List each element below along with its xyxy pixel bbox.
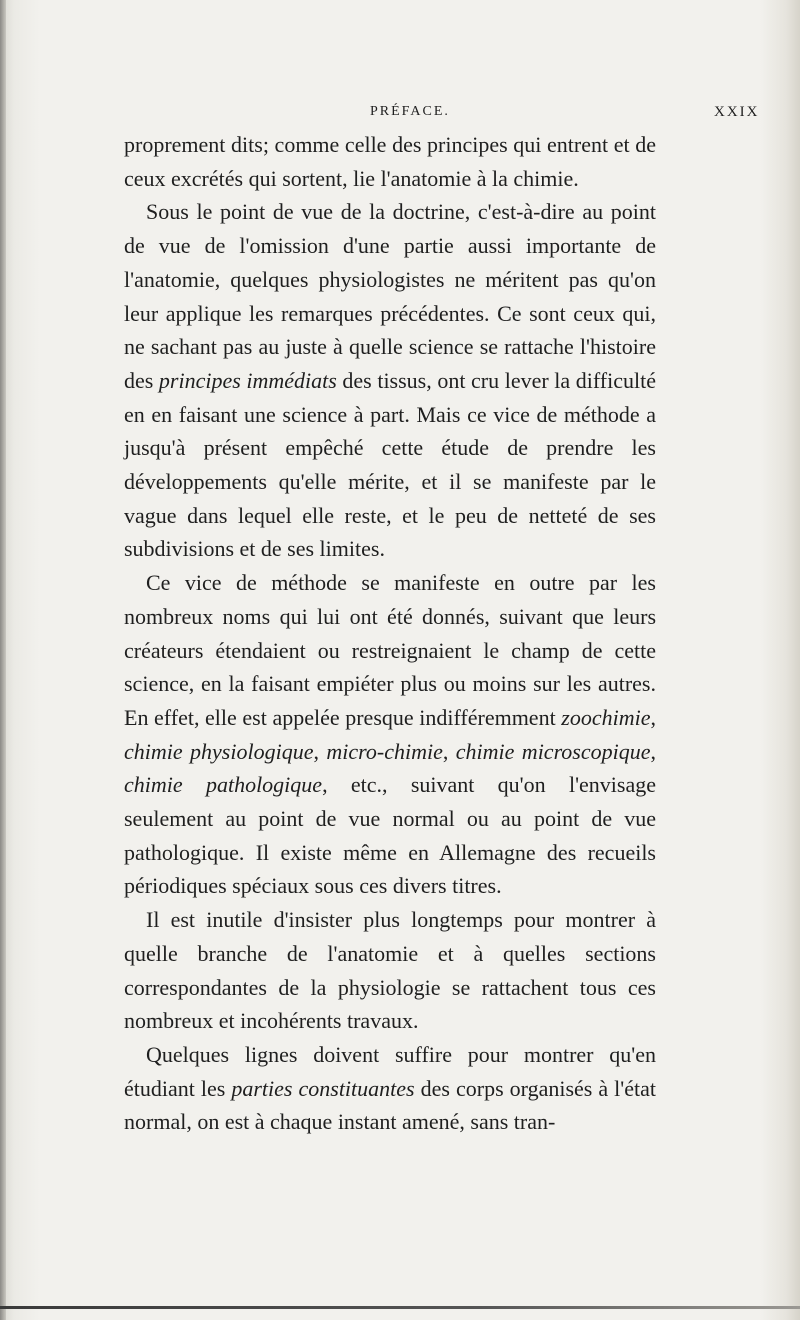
text-run: Ce vice de méthode se manifeste en outre par les nombreux noms qui lui ont été donnés, suivant que leurs créateurs étendaient ou restreignaient le champ de cette science, en la faisant empiéter plus ou moins sur les autres. En effet, elle est appelée presque indifféremment [124,570,656,730]
paragraph [124,1038,656,1139]
paragraph [124,128,656,195]
italic-term: zoochimie [561,704,651,730]
text-run: , [313,738,327,764]
text-run: Sous le point de vue de la doctrine, c'est-à-dire au point de vue de l'omission d'une partie aussi importante de l'anatomie, quelques physiologistes ne méritent pas qu'on leur applique les remarques précédentes. Ce sont ceux qui, ne sachant pas au juste à quelle science se rattache l'histoire des [124,199,656,393]
text-run: Quelques lignes doivent suffire pour montrer qu'en étudiant les [124,1041,656,1101]
italic-term: micro-chimie [326,738,443,764]
italic-term: parties constituantes [231,1075,415,1101]
page-number: XXIX [714,104,760,120]
italic-term: principes immédiats [158,367,337,393]
text-run: Il est inutile d'insister plus longtemps pour montrer à quelle branche de l'anatomie et à quelles sections correspondantes de la physiologie se rattachent tous ces nombreux et incohérents travaux. [124,907,656,1034]
text-run: des corps organisés à l'état normal, on est à chaque instant amené, sans tran- [124,1075,656,1135]
text-run: , [650,704,656,730]
text-run: des tissus, ont cru lever la difficulté en en faisant une science à part. Mais ce vice de méthode a jusqu'à présent empêché cette étude de prendre les développements qu'elle mérite, et il se manifeste par le vague dans lequel elle reste, et le peu de netteté de ses subdivisions et de ses limites. [124,367,656,562]
body-text [124,128,656,1139]
bottom-edge-rule [0,1306,800,1309]
italic-term: chimie pathologique [124,772,323,798]
text-run: , etc., suivant qu'on l'envisage seulement au point de vue normal ou au point de vue pathologique. Il existe même en Allemagne des recueils périodiques spéciaux sous ces divers titres. [124,772,657,899]
paragraph [124,566,656,903]
text-run: proprement dits; comme celle des principes qui entrent et de ceux excrétés qui sortent, lie l'anatomie à la chimie. [124,132,656,191]
text-run: , [650,738,657,764]
running-title: PRÉFACE. [370,104,450,119]
italic-term: chimie physiologique [124,738,314,764]
paragraph [124,903,656,1038]
italic-term: chimie microscopique [455,738,651,764]
page-header [0,104,800,128]
page-binding-edge [0,0,6,1320]
paragraph [124,195,656,566]
text-run: , [442,738,456,764]
